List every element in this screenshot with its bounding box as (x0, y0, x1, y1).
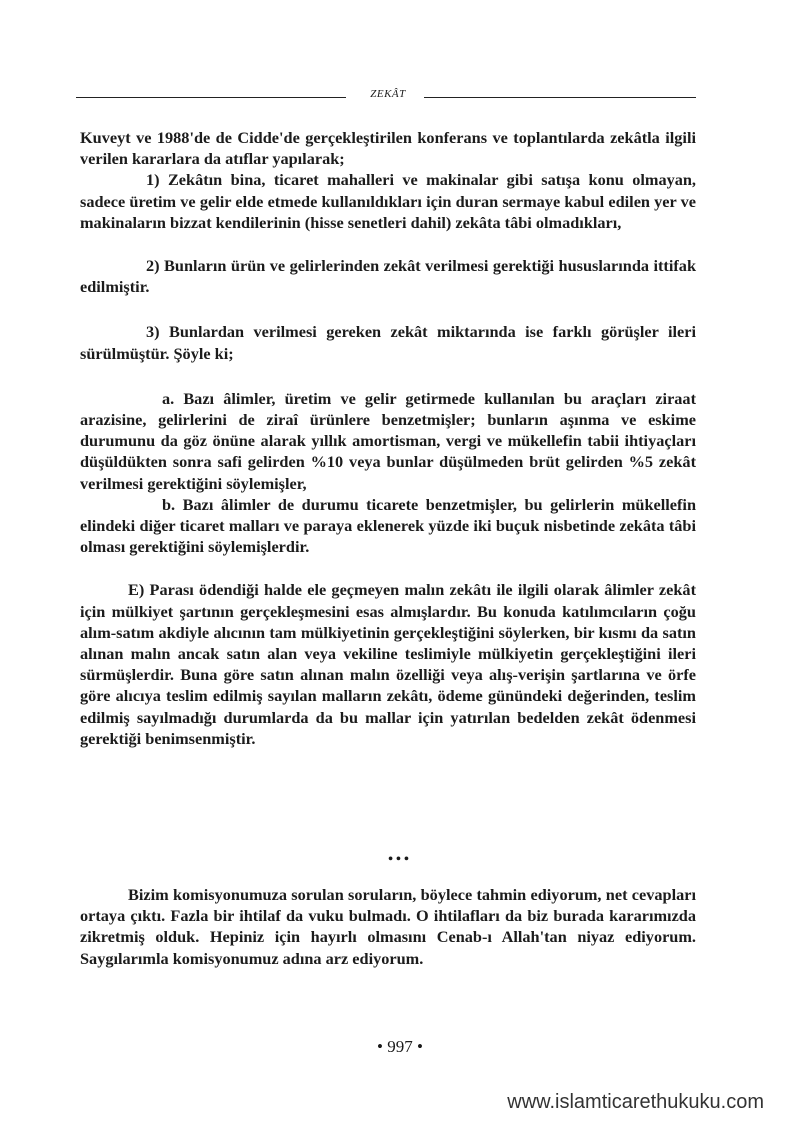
closing-block (80, 884, 696, 969)
paragraph-item-e: E) Parası ödendiği halde ele geçmeyen malın zekâtı ile ilgili olarak âlimler zekât için mülkiyet şartının gerçekleşmesini esas almışlardır. Bu konuda katılımcıların çoğu alım-satım akdiyle alıcının tam mülkiyetinin gerçekleştiğini söylerken, bir kısmı da satın alınan malın ancak satın alan veya vekiline teslimiyle mülkiyetin gerçekleştiğini ileri sürmüşlerdir. Buna göre satın alınan malın özelliği veya alış-verişin şartlarına ve örfe göre alıcıya teslim edilmiş sayılan malların zekâtı, ödeme günündeki değerinden, teslim edilmiş sayılmadığı durumlarda da bu mallar için yatırılan bedelden zekât ödenmesi gerektiği benimsenmiştir. (80, 580, 696, 748)
paragraph-item-1: 1) Zekâtın bina, ticaret mahalleri ve makinalar gibi satışa konu olmayan, sadece üretim ve gelir elde etmede kullanıldıkları için duran sermaye kabul edilen yer ve makinaların bizzat kendilerinin (hisse senetleri dahil) zekâta tâbi olmadıkları, (80, 170, 696, 232)
paragraph-item-2: 2) Bunların ürün ve gelirlerinden zekât verilmesi gerektiği hususlarında ittifak edilmiştir. (80, 256, 696, 297)
paragraph-item-3a: a. Bazı âlimler, üretim ve gelir getirmede kullanılan bu araçları ziraat arazisine, gelirlerini de ziraî ürünlere benzetmişler; bunların aşınma ve eskime durumunu da göz önüne alarak yıllık amortisman, vergi ve mükellefin tabii ihtiyaçları düşüldükten sonra safi gelirden %10 veya bunlar düşülmeden brüt gelirden %5 zekât verilmesi gerektiğini söylemişler, (80, 388, 696, 493)
body-text (80, 127, 696, 749)
running-header (76, 86, 696, 106)
paragraph-closing: Bizim komisyonumuza sorulan soruların, böylece tahmin ediyorum, net cevapları ortaya çıktı. Fazla bir ihtilaf da vuku bulmadı. O ihtilafları da biz burada kararımızda zikretmiş olduk. Hepiniz için hayırlı olmasını Cenab-ı Allah'tan niyaz ediyorum. Saygılarımla komisyonumuz adına arz ediyorum. (80, 885, 696, 968)
header-rule-left (76, 97, 346, 98)
footer-watermark-url: www.islamticarethukuku.com (507, 1091, 764, 1113)
paragraph-item-3b: b. Bazı âlimler de durumu ticarete benzetmişler, bu gelirlerin mükellefin elindeki diğer ticaret malları ve paraya eklenerek yüzde iki buçuk nisbetinde zekâta tâbi olması gerektiğini söylemişlerdir. (80, 494, 696, 557)
running-title: ZEKÂT (370, 88, 406, 100)
header-rule-right (424, 97, 696, 98)
section-separator: ••• (388, 852, 412, 867)
paragraph-item-3: 3) Bunlardan verilmesi gereken zekât miktarında ise farklı görüşler ileri sürülmüştür. Şöyle ki; (80, 322, 696, 363)
page-number: • 997 • (377, 1037, 423, 1056)
paragraph-intro: Kuveyt ve 1988'de de Cidde'de gerçekleştirilen konferans ve toplantılarda zekâtla ilgili verilen kararlara da atıflar yapılarak; (80, 128, 696, 169)
